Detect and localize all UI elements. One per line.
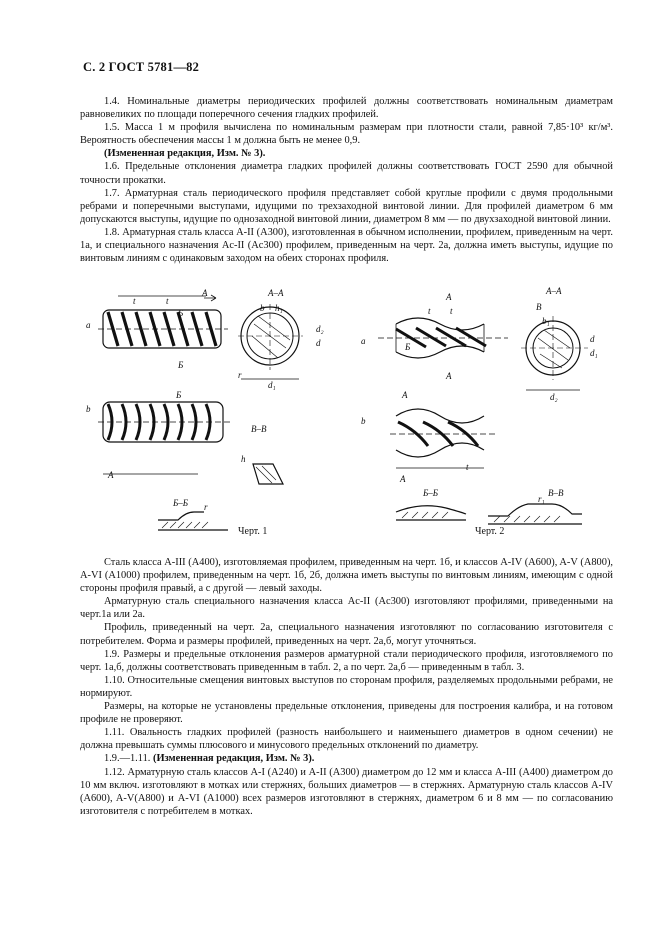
paragraph-1-4: 1.4. Номинальные диаметры периодических профилей должны соответствовать номинальным диаметрам равновеликих по площади поперечного сечения гладких профилей. xyxy=(80,96,613,121)
paragraph-steel-a3: Сталь класса A-III (A400), изготовляемая профилем, приведенным на черт. 1б, и классов A-IV (A600), A-V (A800), A-VI (A1000) профилем, приведенным на черт. 1б, 2б, должна иметь выступы по винтовым линиям, имеющим с одной стороны профиля правый, а с другой — левый заходы. xyxy=(80,557,613,595)
paragraph-1-7: 1.7. Арматурная сталь периодического профиля представляет собой круглые профили с двумя продольными ребрами и поперечными выступами, идущими по трехзаходной винтовой линии. Для профилей диаметром 6 мм допускаются выступы, идущие по однозаходной винтовой линии, диаметром 8 мм — по двухзаходной винтовой линии. xyxy=(80,187,613,225)
label-h1-1: h₁ xyxy=(275,303,283,313)
label-A-2b: А xyxy=(402,390,408,400)
caption-fig-2: Черт. 2 xyxy=(475,526,505,536)
label-r-bb1: r xyxy=(204,502,208,512)
label-d2-2: d₂ xyxy=(550,392,558,402)
label-t3: t xyxy=(428,306,431,316)
label-h-vv: h xyxy=(241,454,246,464)
label-b2: Б xyxy=(178,360,184,370)
label-A-bottom-2: А xyxy=(400,474,406,484)
label-aa-1: А–А xyxy=(268,288,284,298)
paragraph-1-8: 1.8. Арматурная сталь класса A-II (A300), изготовленная в обычном исполнении, профилем, приведенным на черт. 1а, и специального назначения Ac-II (Ac300) профилем, приведенным на черт. 2а, должна иметь выступы, идущие по винтовым линиям с одинаковым заходом на обеих сторонах профиля. xyxy=(80,226,613,265)
paragraph-1-6: 1.6. Предельные отклонения диаметра гладких профилей должны соответствовать ГОСТ 2590 для обычной точности прокатки. xyxy=(80,161,613,186)
label-bb-2: Б–Б xyxy=(423,488,439,498)
section-bb-2 xyxy=(396,488,466,520)
drawing-2a-rebar xyxy=(361,292,508,381)
label-A-bottom-1: А xyxy=(108,470,114,480)
label-b-1: b xyxy=(260,303,265,313)
label-vv-2: В–В xyxy=(548,488,564,498)
paragraph-special: Арматурную сталь специального назначения класса Ac-II (Ac300) изготовляют профилями, приведенными на черт.1а или 2а. xyxy=(80,596,613,621)
paragraph-1-11: 1.11. Овальность гладких профилей (разность наибольшего и наименьшего диаметров в одном сечении) не должна превышать суммы плюсового и минусового предельных отклонений по диаметру. xyxy=(80,727,613,752)
text-block-bottom xyxy=(80,556,613,818)
amendment-note-1: (Измененная редакция, Изм. № 3). xyxy=(104,148,266,160)
label-b-aa2: В xyxy=(536,302,542,312)
caption-fig-1: Черт. 1 xyxy=(238,526,268,536)
section-vv-2 xyxy=(488,488,582,524)
label-vv-1: В–В xyxy=(251,424,267,434)
amendment-note-2: 1.9.—1.11. (Измененная редакция, Изм. № 3). xyxy=(104,753,315,765)
label-A-mid-2: А xyxy=(446,371,452,381)
label-r-1: r xyxy=(238,370,242,380)
paragraph-sizes: Размеры, на которые не установлены предельные отклонения, приведены для построения калибра, и на готовом профиле не проверяют. xyxy=(80,701,613,726)
paragraph-1-5: 1.5. Масса 1 м профиля вычислена по номинальным размерам при плотности стали, равной 7,85·10³ кг/м³. Вероятность обеспечения массы 1 м должна быть не менее 0,9. xyxy=(80,122,613,147)
text-block-top xyxy=(80,95,613,265)
label-b1: Б xyxy=(178,308,184,318)
page-header: С. 2 ГОСТ 5781—82 xyxy=(83,60,200,74)
label-d-2: d xyxy=(590,334,595,344)
paragraph-1-12: 1.12. Арматурную сталь классов A-I (A240) и A-II (A300) диаметром до 12 мм и класса A-III (A400) диаметром до 10 мм включ. изготовляют в мотках или стержнях, больших диаметров — в стержнях. Арматурную сталь классов A-IV (A600), A-V(A800) и A-VI (A1000) всех размеров изготовляют в стержнях, диаметром 6 и 8 мм — по согласованию изготовителя с потребителем в мотках. xyxy=(80,766,613,817)
section-vv-1 xyxy=(241,424,283,484)
section-bb-1 xyxy=(158,498,228,530)
label-d-1: d xyxy=(316,338,321,348)
label-d1-2: d₁ xyxy=(590,348,598,358)
rebar-drawings xyxy=(78,284,618,536)
label-a1: а xyxy=(86,320,91,330)
paragraph-profile: Профиль, приведенный на черт. 2а, специального назначения изготовляют по согласованию изготовителя с потребителем. Форма и размеры профилей, приведенных на черт. 2а,б, могут уточняться. xyxy=(80,622,613,647)
drawing-1a-section xyxy=(238,288,324,390)
label-A-top-1: А xyxy=(202,288,208,298)
paragraph-1-9: 1.9. Размеры и предельные отклонения размеров арматурной стали периодического профиля, изготовляемого по черт. 1а,б, должны соответствовать приведенным в табл. 2, а по черт. 2а,б — приведенным в табл. 3. xyxy=(80,648,613,673)
label-b-2a: Б xyxy=(405,342,411,352)
drawing-2b-rebar xyxy=(361,390,498,484)
label-b1b: b xyxy=(86,404,91,414)
label-t2: t xyxy=(166,296,169,306)
label-bb-1: Б–Б xyxy=(173,498,189,508)
label-t1: t xyxy=(133,296,136,306)
drawing-1b-rebar xyxy=(86,390,230,480)
label-b2b: b xyxy=(361,416,366,426)
label-r1-vv2: r₁ xyxy=(538,494,545,504)
label-b-top: Б xyxy=(176,390,182,400)
label-d1-1: d₁ xyxy=(268,380,276,390)
drawings-figure xyxy=(78,284,618,536)
paragraph-1-10: 1.10. Относительные смещения винтовых выступов по сторонам профиля, разделяемых продольными ребрами, не нормируют. xyxy=(80,674,613,699)
label-b1-aa2: b₁ xyxy=(542,316,550,326)
label-t5: t xyxy=(466,462,469,472)
label-aa-2: А–А xyxy=(546,286,562,296)
label-a2: а xyxy=(361,336,366,346)
label-d2-1: d₂ xyxy=(316,324,324,334)
drawing-2a-section xyxy=(521,286,598,402)
drawing-1a-rebar xyxy=(86,288,228,370)
label-t4: t xyxy=(450,306,453,316)
label-A-top-2: А xyxy=(446,292,452,302)
